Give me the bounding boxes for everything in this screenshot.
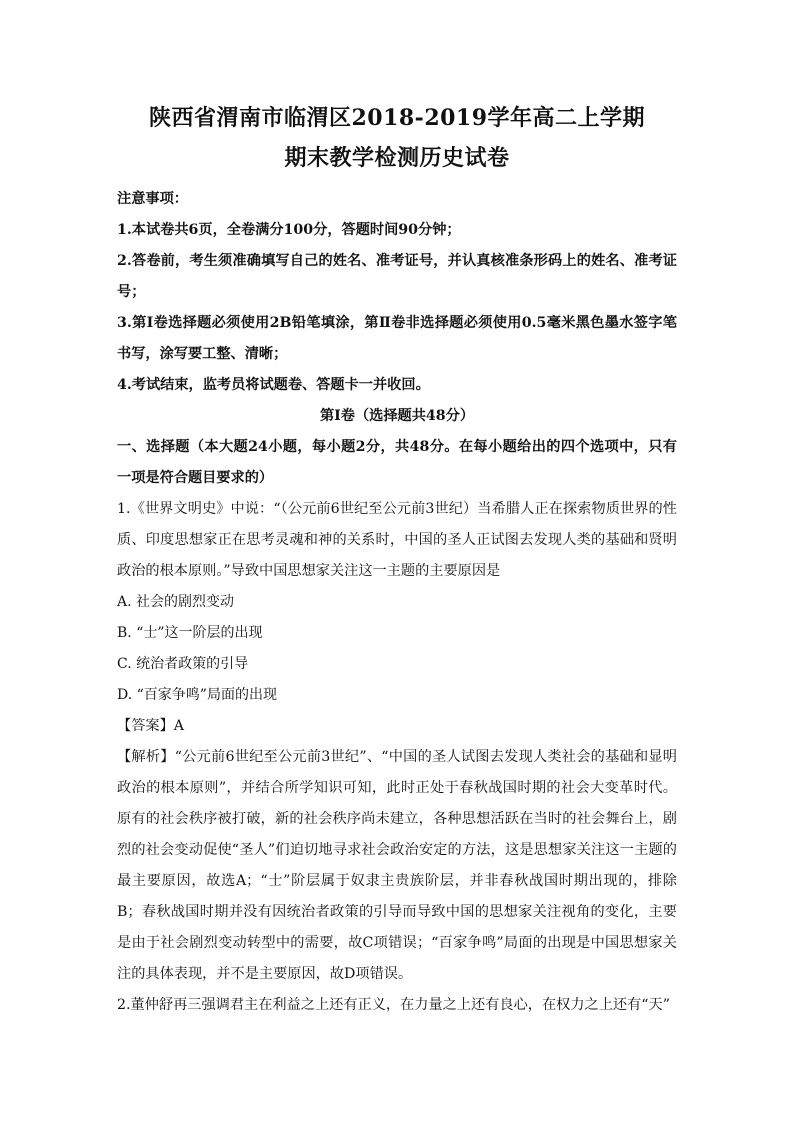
question-1-option-b: B. “士”这一阶层的出现 [117, 625, 263, 641]
section-instruction: 一、选择题（本大题24小题，每小题2分，共48分。在每小题给出的四个选项中，只有一项是符合题目要求的） [117, 439, 677, 486]
question-1-answer: 【答案】A [117, 718, 184, 734]
question-2-stem: 2.董仲舒再三强调君主在利益之上还有正义，在力量之上还有良心，在权力之上还有“天” [117, 997, 670, 1013]
notice-item-2: 2.答卷前，考生须准确填写自己的姓名、准考证号，并认真核准条形码上的姓名、准考证号； [117, 253, 677, 300]
question-1-option-c: C. 统治者政策的引导 [117, 656, 249, 672]
exam-title-line2: 期末教学检测历史试卷 [284, 145, 510, 171]
question-1-stem: 1.《世界文明史》中说：“（公元前6世纪至公元前3世纪）当希腊人正在探索物质世界的性质、印度思想家正在思考灵魂和神的关系时，中国的圣人正试图去发现人类的基础和贤明政治的根本原则。”导致中国思想家关注这一主题的主要原因是 [117, 501, 677, 579]
notice-item-4: 4.考试结束，监考员将试题卷、答题卡一并收回。 [117, 377, 430, 393]
question-1-analysis: 【解析】“公元前6世纪至公元前3世纪”、“中国的圣人试图去发现人类社会的基础和显明政治的根本原则”，并结合所学知识可知，此时正处于春秋战国时期的社会大变革时代。原有的社会秩序被打破，新的社会秩序尚未建立，各种思想活跃在当时的社会舞台上，剧烈的社会变动促使“圣人”们迫切地寻求社会政治安定的方法，这是思想家关注这一主题的最主要原因，故选A；“士”阶层属于奴隶主贵族阶层，并非春秋战国时期出现的，排除B；春秋战国时期并没有因统治者政策的引导而导致中国的思想家关注视角的变化，主要是由于社会剧烈变动转型中的需要，故C项错误；“百家争鸣”局面的出现是中国思想家关注的具体表现，并不是主要原因，故D项错误。 [117, 749, 677, 982]
notice-heading: 注意事项： [117, 191, 188, 207]
section-title: 第Ⅰ卷（选择题共48分） [319, 408, 475, 424]
question-1-option-d: D. “百家争鸣”局面的出现 [117, 687, 277, 703]
exam-page [117, 98, 677, 1021]
question-1-option-a: A. 社会的剧烈变动 [117, 594, 235, 610]
exam-title-line1: 陕西省渭南市临渭区2018-2019学年高二上学期 [148, 105, 646, 131]
notice-item-3: 3.第Ⅰ卷选择题必须使用2B铅笔填涂，第Ⅱ卷非选择题必须使用0.5毫米黑色墨水签字笔书写，涂写要工整、清晰； [117, 315, 677, 362]
notice-item-1: 1.本试卷共6页，全卷满分100分，答题时间90分钟； [117, 222, 461, 238]
